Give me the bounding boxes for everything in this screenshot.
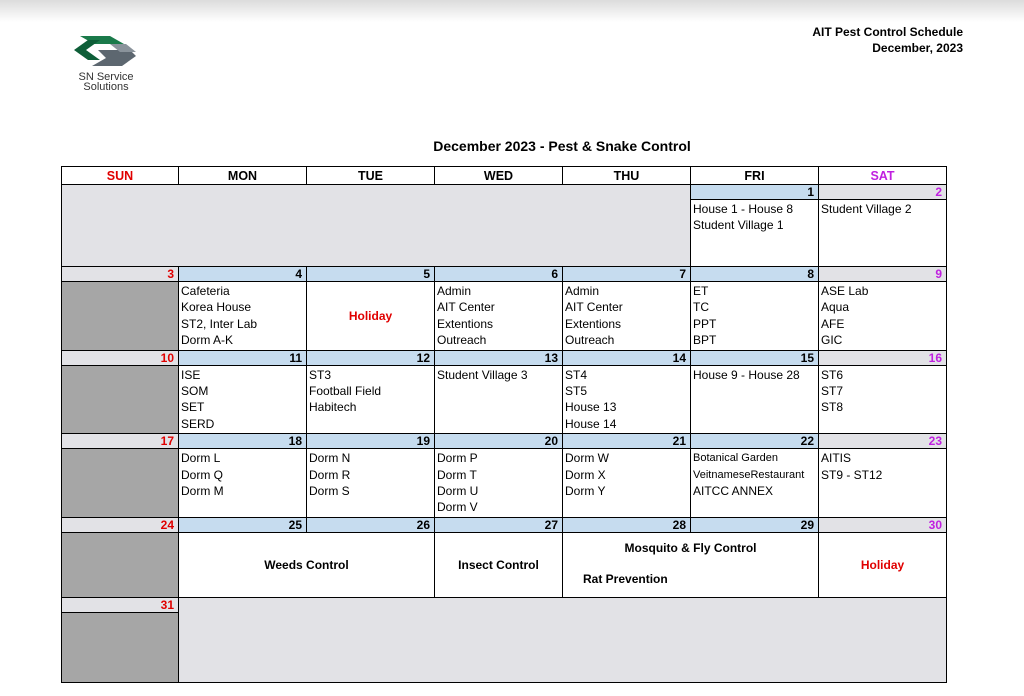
week6-number-row xyxy=(62,597,947,612)
list-item: Dorm A-K xyxy=(181,333,234,348)
cell-dec-17 xyxy=(62,449,179,518)
list-item: Dorm Q xyxy=(181,467,223,482)
cell-dec-5 xyxy=(307,282,435,351)
company-logo xyxy=(62,30,152,96)
list-item: Dorm L xyxy=(181,451,221,466)
list-item: Dorm X xyxy=(565,467,606,482)
schedule-month: December, 2023 xyxy=(872,41,963,55)
list-item: Dorm Y xyxy=(565,484,606,499)
list-item: Student Village 3 xyxy=(437,367,528,382)
day-sun: SUN xyxy=(62,167,179,185)
list-item: Habitech xyxy=(309,400,357,415)
rat-prevention-label: Rat Prevention xyxy=(583,571,668,586)
list-item: SERD xyxy=(181,416,215,431)
date-24: 24 xyxy=(62,517,179,532)
week4-content-row xyxy=(62,449,947,518)
date-23: 23 xyxy=(819,434,947,449)
day-fri: FRI xyxy=(691,167,819,185)
list-item: Dorm R xyxy=(309,467,351,482)
list-item: AITIS xyxy=(821,451,852,466)
date-11: 11 xyxy=(179,350,307,365)
cell-dec-16 xyxy=(819,365,947,434)
list-item: AIT Center xyxy=(565,300,623,315)
cell-dec-23 xyxy=(819,449,947,518)
cell-dec-15 xyxy=(691,365,819,434)
list-item: ST7 xyxy=(821,384,844,399)
list-item: ST9 - ST12 xyxy=(821,467,883,482)
logo-text-line2: Solutions xyxy=(83,81,129,93)
date-17: 17 xyxy=(62,434,179,449)
cell-dec-27 xyxy=(435,532,563,597)
list-item: Outreach xyxy=(565,333,615,348)
schedule-title: AIT Pest Control Schedule xyxy=(812,25,963,39)
week3-content-row xyxy=(62,365,947,434)
date-15: 15 xyxy=(691,350,819,365)
list-item: House 9 - House 28 xyxy=(693,367,800,382)
list-item: ST3 xyxy=(309,367,332,382)
date-20: 20 xyxy=(435,434,563,449)
cell-dec-22 xyxy=(691,449,819,518)
list-item: Dorm W xyxy=(565,451,609,466)
date-4: 4 xyxy=(179,267,307,282)
list-item: Football Field xyxy=(309,384,382,399)
date-30: 30 xyxy=(819,517,947,532)
date-25: 25 xyxy=(179,517,307,532)
list-item: SOM xyxy=(181,384,209,399)
date-31: 31 xyxy=(62,597,179,612)
date-27: 27 xyxy=(435,517,563,532)
day-wed: WED xyxy=(435,167,563,185)
list-item: House 1 - House 8 xyxy=(693,202,794,216)
document-header xyxy=(812,24,963,56)
list-item: TC xyxy=(693,300,709,315)
list-item: ASE Lab xyxy=(821,284,869,298)
cell-dec-1 xyxy=(691,200,819,267)
date-7: 7 xyxy=(563,267,691,282)
date-29: 29 xyxy=(691,517,819,532)
list-item: AFE xyxy=(821,316,845,331)
cell-dec-25-26 xyxy=(179,532,435,597)
date-3: 3 xyxy=(62,267,179,282)
cell-dec-19 xyxy=(307,449,435,518)
list-item: Dorm P xyxy=(437,451,478,466)
date-2: 2 xyxy=(819,185,947,200)
list-item: Outreach xyxy=(437,333,487,348)
date-19: 19 xyxy=(307,434,435,449)
week2-number-row xyxy=(62,267,947,282)
list-item: ST4 xyxy=(565,367,588,382)
day-sat: SAT xyxy=(819,167,947,185)
list-item: Dorm M xyxy=(181,484,224,499)
day-tue: TUE xyxy=(307,167,435,185)
list-item: Student Village 2 xyxy=(821,202,912,216)
date-1: 1 xyxy=(691,185,819,200)
date-14: 14 xyxy=(563,350,691,365)
cell-dec-13 xyxy=(435,365,563,434)
date-5: 5 xyxy=(307,267,435,282)
calendar-table xyxy=(61,166,947,683)
list-item: ET xyxy=(693,284,709,298)
list-item: ST6 xyxy=(821,367,844,382)
date-21: 21 xyxy=(563,434,691,449)
list-item: Dorm U xyxy=(437,484,479,499)
list-item: Dorm V xyxy=(437,500,478,515)
list-item: AIT Center xyxy=(437,300,495,315)
mosquito-fly-control-label: Mosquito & Fly Control xyxy=(624,540,757,555)
date-8: 8 xyxy=(691,267,819,282)
cell-dec-8 xyxy=(691,282,819,351)
date-26: 26 xyxy=(307,517,435,532)
day-thu: THU xyxy=(563,167,691,185)
list-item: Korea House xyxy=(181,300,252,315)
cell-dec-6 xyxy=(435,282,563,351)
list-item: ISE xyxy=(181,367,201,382)
day-mon: MON xyxy=(179,167,307,185)
week5-content-row xyxy=(62,532,947,597)
list-item: PPT xyxy=(693,316,717,331)
cell-dec-7 xyxy=(563,282,691,351)
cell-dec-12 xyxy=(307,365,435,434)
logo-mark-icon xyxy=(70,30,140,72)
list-item: ST2, Inter Lab xyxy=(181,316,258,331)
logo-text-line1: SN Service xyxy=(78,71,134,83)
list-item: BPT xyxy=(693,333,717,348)
calendar-title: December 2023 - Pest & Snake Control xyxy=(433,138,691,154)
cell-dec-9 xyxy=(819,282,947,351)
cell-dec-14 xyxy=(563,365,691,434)
list-item: House 13 xyxy=(565,400,617,415)
list-item: Extentions xyxy=(437,316,494,331)
date-28: 28 xyxy=(563,517,691,532)
date-18: 18 xyxy=(179,434,307,449)
empty-days-block xyxy=(62,185,691,267)
list-item: House 14 xyxy=(565,416,617,431)
date-22: 22 xyxy=(691,434,819,449)
list-item: Admin xyxy=(565,284,600,298)
list-item: VeitnameseRestaurant xyxy=(693,468,805,481)
date-16: 16 xyxy=(819,350,947,365)
list-item: Aqua xyxy=(821,300,850,315)
cell-dec-3 xyxy=(62,282,179,351)
date-13: 13 xyxy=(435,350,563,365)
cell-dec-21 xyxy=(563,449,691,518)
weeds-control-label: Weeds Control xyxy=(264,557,349,572)
empty-days-block-end xyxy=(179,597,947,682)
cell-dec-24 xyxy=(62,532,179,597)
list-item: Botanical Garden xyxy=(693,452,778,465)
list-item: Dorm T xyxy=(437,467,477,482)
list-item: ST8 xyxy=(821,400,844,415)
holiday-label: Holiday xyxy=(348,308,393,323)
cell-dec-31 xyxy=(62,612,179,682)
list-item: SET xyxy=(181,400,205,415)
cell-dec-4 xyxy=(179,282,307,351)
list-item: Dorm N xyxy=(309,451,351,466)
day-header-row xyxy=(62,167,947,185)
window-top-bar xyxy=(0,0,1024,22)
list-item: AITCC ANNEX xyxy=(693,484,774,499)
date-12: 12 xyxy=(307,350,435,365)
list-item: Admin xyxy=(437,284,472,298)
cell-dec-18 xyxy=(179,449,307,518)
week1-number-row xyxy=(62,185,947,200)
list-item: Student Village 1 xyxy=(693,218,784,233)
holiday-label: Holiday xyxy=(860,557,905,572)
list-item: ST5 xyxy=(565,384,588,399)
date-6: 6 xyxy=(435,267,563,282)
week3-number-row xyxy=(62,350,947,365)
cell-dec-2 xyxy=(819,200,947,267)
week5-number-row xyxy=(62,517,947,532)
cell-dec-28-29 xyxy=(563,532,819,597)
cell-dec-11 xyxy=(179,365,307,434)
week4-number-row xyxy=(62,434,947,449)
week2-content-row xyxy=(62,282,947,351)
date-10: 10 xyxy=(62,350,179,365)
list-item: GIC xyxy=(821,333,843,348)
cell-dec-20 xyxy=(435,449,563,518)
list-item: Cafeteria xyxy=(181,284,230,298)
cell-dec-30 xyxy=(819,532,947,597)
list-item: Dorm S xyxy=(309,484,350,499)
cell-dec-10 xyxy=(62,365,179,434)
list-item: Extentions xyxy=(565,316,622,331)
date-9: 9 xyxy=(819,267,947,282)
insect-control-label: Insect Control xyxy=(458,557,539,572)
